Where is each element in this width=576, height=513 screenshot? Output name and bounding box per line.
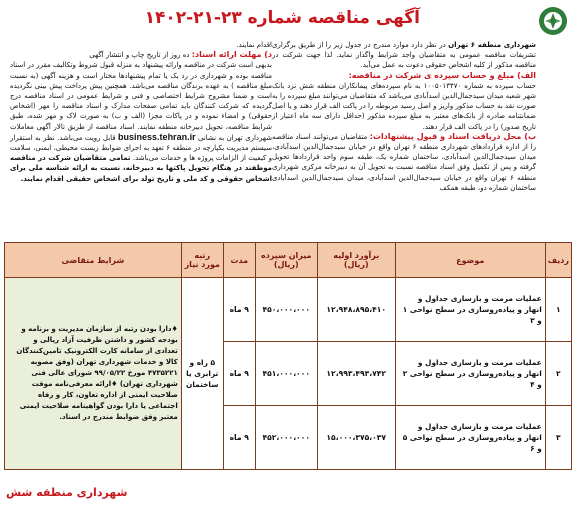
section-d-text2: بدیهی است شرکت در مناقصه وارائه پیشنهاد به منزله قبول شروط وتکالیف مقرر در اسناد مناقصه بوده و شهرداری در رد یک یا تمام پیشنهادها مختار است و هزینه آگهی (به نسبت مبلغ مناقصه ) به عهده برندگان مناقصه می‌باشد. همچنین پیش پرداخت پیش بینی نگردیده است و ضمنا مشروح شرایط اختصاصی و فنی و شرایط عمومی در اسناد مناقصه درج گردیده که شرکت کنندگان باید تمامی صفحات مدارک و اسناد مناقصه را مهر (اشخاص حقوقی) و امضاء نموده و در پاکات مجزا (الف و ب) به صورت لاک و مهر شده، طبق شرایط مناقصه، تحویل دبیرخانه منطقه نمایند. اسناد مناقصه از طریق تالار آگهی معاملات شهرداری تهران به نشانی	[10, 61, 272, 142]
title-number: شماره ۲۳-۲۱-۱۴۰۲	[144, 8, 302, 28]
row-duration: ۹ ماه	[223, 342, 255, 406]
row-number: ۱	[545, 278, 571, 342]
intro-paragraph	[272, 40, 536, 71]
tender-table	[4, 242, 572, 470]
header-deposit: میزان سپرده (ریال)	[255, 243, 317, 278]
header-duration: مدت	[223, 243, 255, 278]
website-link[interactable]: business.tehran.ir	[118, 131, 196, 142]
body-text	[6, 40, 570, 238]
left-line-1: اقدام نمایند.	[236, 41, 272, 49]
left-column	[10, 40, 272, 184]
header-conditions: شرایط متقاضی	[5, 243, 182, 278]
row-subject: عملیات مرمت و بازسازی جداول و انهار و پیاده‌روسازی در سطح نواحی ۱ و ۳	[395, 278, 545, 342]
section-d-title: د) مهلت ارائه اسناد:	[191, 50, 272, 60]
right-column	[272, 40, 536, 193]
row-estimate: ۱۵،۰۰۰،۳۷۵،۰۳۷	[317, 406, 395, 470]
row-number: ۳	[545, 406, 571, 470]
row-estimate: ۱۲،۹۹۳،۴۹۳،۷۴۲	[317, 342, 395, 406]
section-d-bold: تمامی متقاضیان شرکت در مناقصه موظفند در هنگام تحویل پاکتها به دبیرخانه، نسبت به ارائه شناسه ملی برای اشخاص حقوقی و کد ملی و تاریخ تولد برای اشخاص حقیقی اقدام نمایند.	[10, 154, 272, 183]
header	[6, 4, 570, 40]
section-a-title: الف) مبلغ و حساب سپرده ی شرکت در مناقصه:	[348, 70, 536, 80]
section-d-body	[10, 60, 272, 183]
row-duration: ۹ ماه	[223, 406, 255, 470]
footer-signature: شهرداری منطقه شش	[6, 486, 128, 499]
intro-text: در نظر دارد موارد مندرج در جدول زیر را از طریق برگزاری تشریفات مناقصه عمومی به متقاضیان واجد شرایط واگذار نماید. لذا جهت شرکت در مناقصه مذکور از کلیه اشخاص حقوقی دعوت به عمل می‌آید.	[272, 41, 536, 70]
section-d-text3: قابل رویت می‌باشد. نظر به استقرار سیستم مدیریت یکپارچه در منطقه ۶ تعهد به اجرای ضوابط زیست محیطی، ایمنی، سلامت و کیفیت از الزامات پروژه ها و خدمات می‌باشد.	[10, 133, 272, 163]
header-estimate: برآورد اولیه (ریال)	[317, 243, 395, 278]
intro-bold: شهرداری منطقه ۶ تهران	[448, 41, 537, 49]
row-subject: عملیات مرمت و بازسازی جداول و انهار و پیاده‌روسازی در سطح نواحی ۵ و ۶	[395, 406, 545, 470]
section-d-text1: ده روز از تاریخ چاپ و انتشار آگهی	[89, 51, 192, 60]
table-row	[5, 278, 572, 342]
table-header-row	[5, 243, 572, 278]
row-estimate: ۱۲،۹۴۸،۸۹۵،۴۱۰	[317, 278, 395, 342]
municipality-logo-icon	[538, 6, 568, 36]
row-subject: عملیات مرمت و بازسازی جداول و انهار و پیاده‌روسازی در سطح نواحی ۲ و ۴	[395, 342, 545, 406]
section-b-title: ب) محل دریافت اسناد و قبول پیشنهادات:	[369, 131, 537, 141]
row-deposit: ۴۵۱،۰۰۰،۰۰۰	[255, 342, 317, 406]
ad-title	[145, 8, 420, 28]
header-subject: موضوع	[395, 243, 545, 278]
section-a-text: حساب سپرده به شماره ۱۰۰۵۰۱۳۴۷۰ به نام سپرده‌های پیمانکاران منطقه شش نزد بانک شهر شعبه میدان سیدجمال‌الدین اسدآبادی می‌باشد که متقاضیان می‌توانند مبلغ سپرده را به صورت نقد به حساب مذکور واریز و اصل رسید مربوطه را در پاکت الف قرار دهند و یا اصل ضمانتنامه صادره از بانک‌های معتبر به مبلغ سپرده مذکور (حداقل دارای سه ماه اعتبار از تاریخ صدور) را در پاکت الف قرار دهند.	[272, 81, 536, 131]
row-deposit: ۴۵۰،۰۰۰،۰۰۰	[255, 278, 317, 342]
conditions-cell: ♦دارا بودن رتبه از سازمان مدیریت و برنامه و بودجه کشور و داشتن ظرفیت آزاد ریالی و تعدادی از سامانه کارت الکترونیک تامین‌کنندگان کالا و خدمات شهرداری تهران (وفق مصوبه ۴۷۳۵۲۲۱ مورخ ۹۹/۰۵/۲۲ شورای عالی فنی شهرداری تهران) ♦ارائه معرفی‌نامه موقت صلاحیت ایمنی از اداره تعاون، کار و رفاه اجتماعی یا دارا بودن گواهینامه صلاحیت ایمنی معتبر وفق ضوابط مندرج در اسناد.	[5, 278, 182, 470]
header-rank: رتبه مورد نیاز	[181, 243, 223, 278]
header-row-number: ردیف	[545, 243, 571, 278]
section-d-paragraph	[10, 50, 272, 60]
row-duration: ۹ ماه	[223, 278, 255, 342]
title-main: آگهی مناقصه	[307, 8, 420, 28]
row-deposit: ۴۵۲،۰۰۰،۰۰۰	[255, 406, 317, 470]
section-b-paragraph	[272, 132, 536, 193]
row-number: ۲	[545, 342, 571, 406]
rank-cell: ۵ راه و ترابری یا ساختمان	[181, 278, 223, 470]
section-b-text: متقاضیان می‌توانند اسناد مناقصه را از اداره قراردادهای شهرداری منطقه ۶ تهران واقع در خیابان سیدجمال‌الدین اسدآبادی، میدان سیدجمال‌الدین اسدآبادی، ساختمان شماره یک، طبقه سوم واحد قراردادها تحویل گرفته و پس از تکمیل وفق اسناد مناقصه نسبت به تحویل آن به دبیرخانه مرکزی شهرداری منطقه ۶ تهران واقع در خیابان سیدجمال‌الدین اسدآبادی، میدان سیدجمال‌الدین اسدآبادی ساختمان شماره دو، طبقه همکف	[272, 132, 536, 192]
